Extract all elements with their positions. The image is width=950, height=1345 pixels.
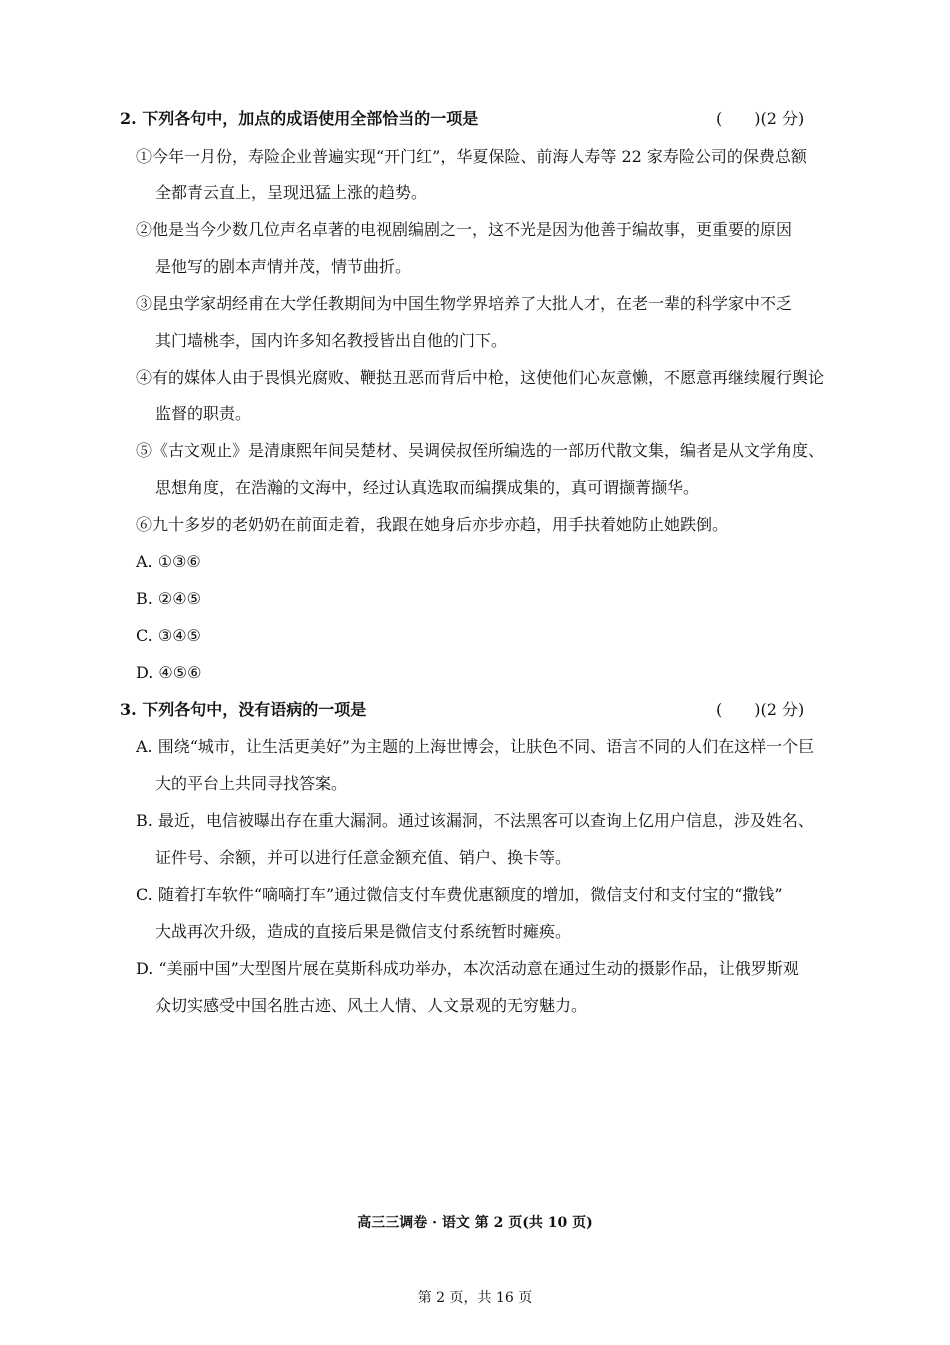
q2-option-b: B. ②④⑤ [136, 589, 201, 608]
q3-line-6: 大战再次升级，造成的直接后果是微信支付系统暂时瘫痪。 [155, 922, 572, 941]
q2-option-c: C. ③④⑤ [136, 626, 201, 645]
q3-line-3: B. 最近，电信被曝出存在重大漏洞。通过该漏洞，不法黑客可以查询上亿用户信息，涉及姓名、 [136, 811, 814, 830]
q3-stem: 3. 下列各句中，没有语病的一项是 [120, 700, 367, 719]
q3-line-5: C. 随着打车软件“嘀嘀打车”通过微信支付车费优惠额度的增加，微信支付和支付宝的“撒钱” [136, 885, 783, 904]
q2-line-8: 监督的职责。 [155, 404, 252, 423]
q2-line-9: ⑤《古文观止》是清康熙年间吴楚材、吴调侯叔侄所编选的一部历代散文集，编者是从文学角度、 [136, 441, 825, 460]
page-number: 第 2 页，共 16 页 [417, 1290, 533, 1306]
q3-score: ( )(2 分) [716, 700, 805, 719]
exam-footer: 高三三调卷 · 语文 第 2 页(共 10 页) [357, 1215, 593, 1231]
q2-line-3: ②他是当今少数几位声名卓著的电视剧编剧之一，这不光是因为他善于编故事，更重要的原因 [136, 220, 793, 239]
q2-option-a: A. ①③⑥ [136, 552, 201, 571]
q2-stem: 2. 下列各句中，加点的成语使用全部恰当的一项是 [120, 109, 479, 128]
q2-line-10: 思想角度，在浩瀚的文海中，经过认真选取而编撰成集的，真可谓撷菁撷华。 [155, 478, 700, 497]
q2-line-11: ⑥九十多岁的老奶奶在前面走着，我跟在她身后亦步亦趋，用手扶着她防止她跌倒。 [136, 515, 729, 534]
q3-line-8: 众切实感受中国名胜古迹、风土人情、人文景观的无穷魅力。 [155, 996, 588, 1015]
q2-line-4: 是他写的剧本声情并茂，情节曲折。 [155, 257, 412, 276]
q2-line-5: ③昆虫学家胡经甫在大学任教期间为中国生物学界培养了大批人才，在老一辈的科学家中不乏 [136, 294, 793, 313]
q3-line-4: 证件号、余额，并可以进行任意金额充值、销户、换卡等。 [155, 848, 572, 867]
q2-line-1: ①今年一月份，寿险企业普遍实现“开门红”，华夏保险、前海人寿等 22 家寿险公司的保费总额 [136, 147, 807, 166]
q2-line-6: 其门墙桃李，国内许多知名教授皆出自他的门下。 [155, 331, 508, 350]
q3-line-1: A. 围绕“城市，让生活更美好”为主题的上海世博会，让肤色不同、语言不同的人们在这样一个巨 [136, 737, 815, 756]
q3-line-7: D. “美丽中国”大型图片展在莫斯科成功举办，本次活动意在通过生动的摄影作品，让俄罗斯观 [136, 959, 799, 978]
q3-line-2: 大的平台上共同寻找答案。 [155, 774, 348, 793]
q2-line-2: 全都青云直上，呈现迅猛上涨的趋势。 [155, 183, 428, 202]
q2-line-7: ④有的媒体人由于畏惧光腐败、鞭挞丑恶而背后中枪，这使他们心灰意懒，不愿意再继续履行舆论 [136, 368, 825, 387]
q2-score: ( )(2 分) [716, 109, 805, 128]
q2-option-d: D. ④⑤⑥ [136, 663, 202, 682]
